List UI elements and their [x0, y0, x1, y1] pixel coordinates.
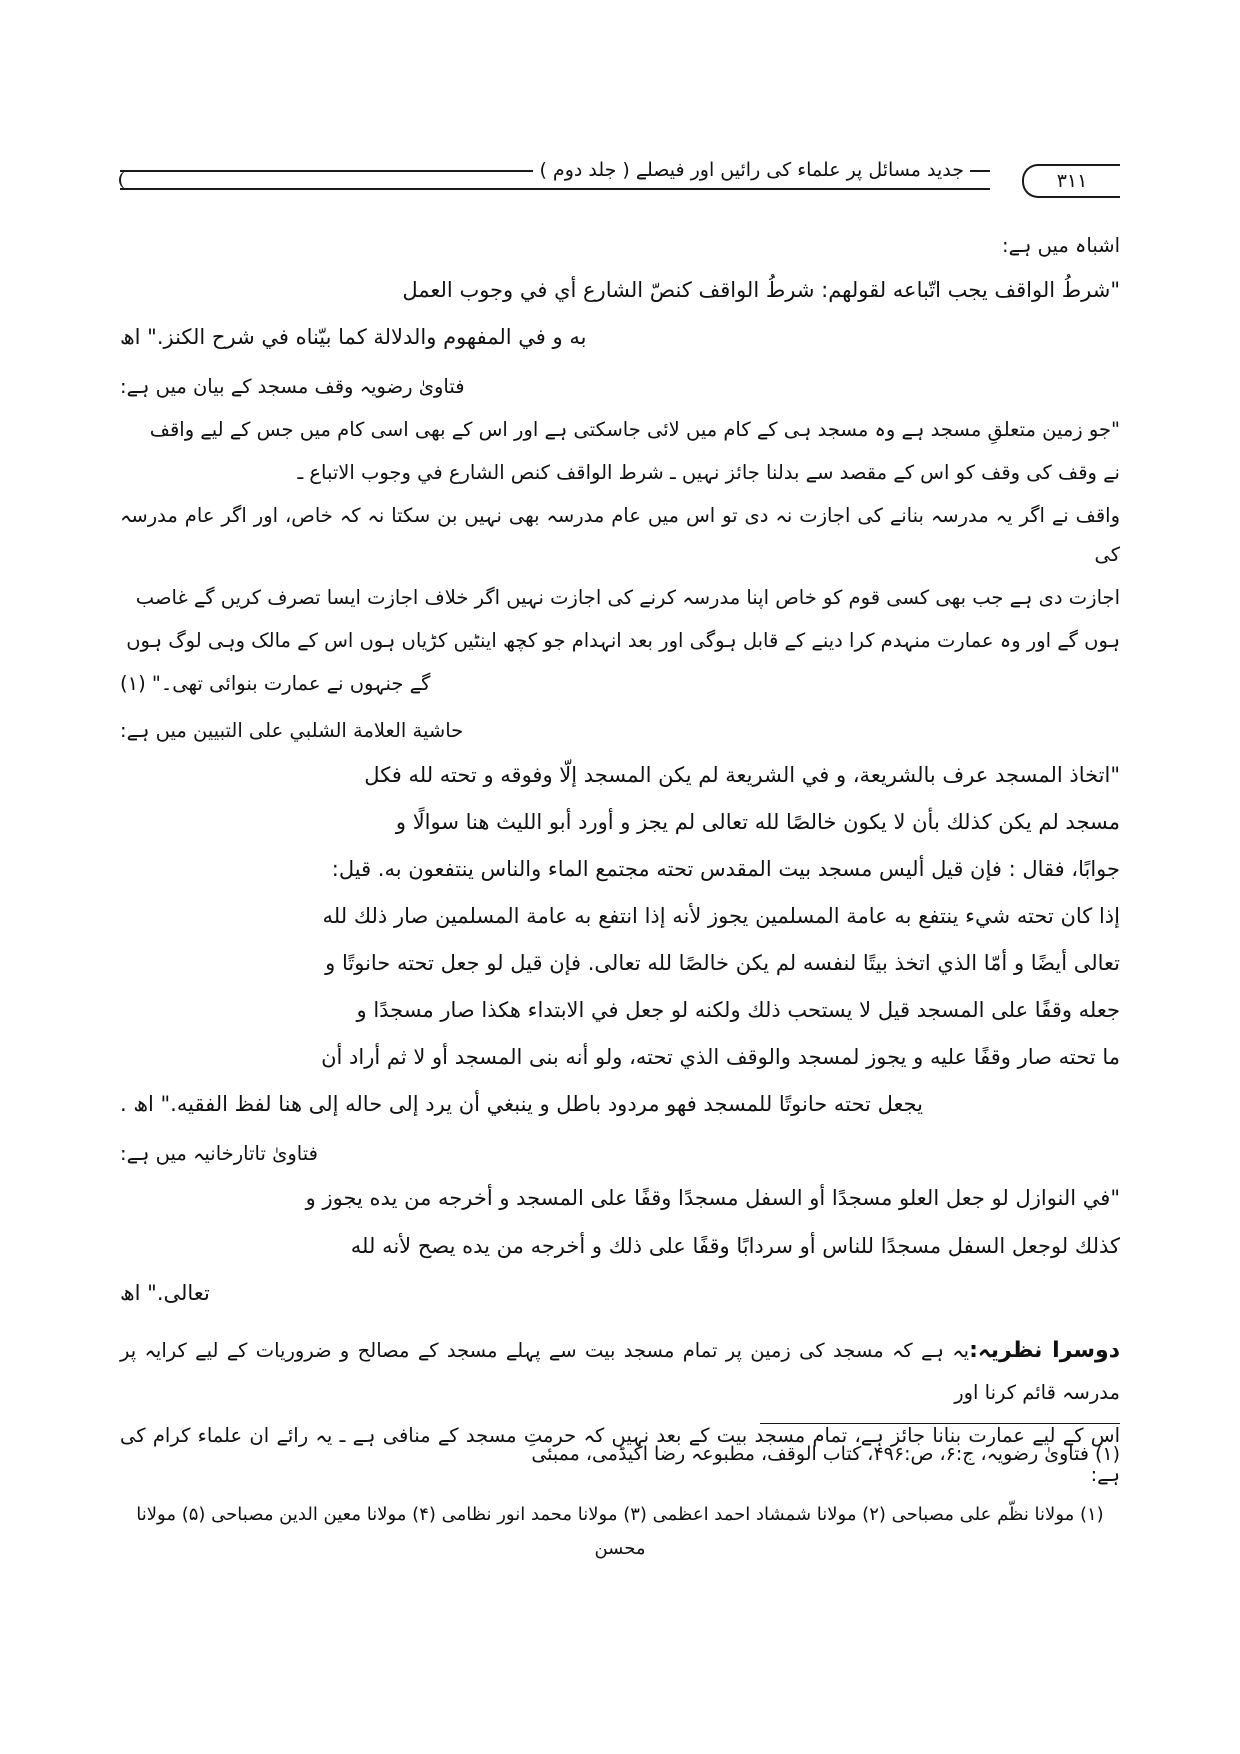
- second-view-line-2: اس کے لیے عمارت بنانا جائز ہے، تمام مسجد بیت کے بعد نہیں کہ حرمتِ مسجد کے منافی ہے ـ یہ رائے ان علماء کرام کی ہے:: [120, 1423, 1120, 1486]
- quote-razawiyya-line-3: واقف نے اگر یہ مدرسہ بنانے کی اجازت نہ دی تو اس میں عام مدرسہ بھی نہیں بن سکتا نہ کہ خاص، اور اگر عام مدرسہ کی: [120, 504, 1120, 567]
- line-tatarkhaniyya-intro: فتاویٰ تاتارخانیہ میں ہے:: [120, 1142, 318, 1166]
- quote-razawiyya-line-5: ہوں گے اور وہ عمارت منہدم کرا دینے کے قابل ہوگی اور بعد انہدام جو کچھ اینٹیں کڑیاں ہوں اس کے مالک وہی لوگ ہوں: [126, 629, 1120, 653]
- quote-shalabi-line-5: تعالى أيضًا و أمّا الذي اتخذ بيتًا لنفسه لم يكن خالصًا لله تعالى. فإن قيل لو جعل تحته حانوتًا و: [325, 951, 1120, 976]
- quote-shalabi-line-1: "اتخاذ المسجد عرف بالشريعة، و في الشريعة لم يكن المسجد إلّا وفوقه و تحته لله فكل: [364, 763, 1120, 788]
- quote-razawiyya-line-6: گے جنہوں نے عمارت بنوائی تھی۔" (۱): [120, 672, 431, 696]
- quote-ashbah-line-2: به و في المفهوم والدلالة كما بيّناه في شرح الكنز." اھ: [120, 325, 587, 350]
- line-fatawa-razawiyya-intro: فتاویٰ رضویہ وقف مسجد کے بیان میں ہے:: [120, 375, 465, 399]
- second-view-paragraph: [120, 1329, 1120, 1412]
- quote-fatawa-razawiyya: [120, 410, 1120, 703]
- quote-shalabi-line-3: جوابًا، فقال : فإن قيل أليس مسجد بيت المقدس تحته مجتمع الماء والناس ينتفعون به. قيل:: [331, 857, 1120, 882]
- line-ashbah-intro: اشباہ میں ہے:: [1002, 234, 1120, 257]
- page-header: [120, 150, 1120, 208]
- quote-shalabi: [120, 754, 1120, 1126]
- quote-shalabi-line-6: جعله وقفًا على المسجد قيل لا يستحب ذلك ولكنه لو جعل في الابتداء هكذا صار مسجدًا و: [356, 998, 1120, 1023]
- quote-tatarkhaniyya-line-1: "في النوازل لو جعل العلو مسجدًا أو السفل مسجدًا وقفًا على المسجد و أخرجه من يده يجوز و: [305, 1186, 1120, 1211]
- quote-shalabi-line-2: مسجد لم يكن كذلك بأن لا يكون خالصًا لله تعالى لم يجز و أورد أبو الليث هنا سوالًا و: [395, 810, 1120, 835]
- quote-tatarkhaniyya-line-2: كذلك لوجعل السفل مسجدًا للناس أو سردابًا وقفًا على ذلك و أخرجه من يده يصح لأنه لله: [350, 1233, 1120, 1258]
- quote-tatarkhaniyya: [120, 1177, 1120, 1314]
- quote-razawiyya-line-4: اجازت دی ہے جب بھی کسی قوم کو خاص اپنا مدرسہ کرنے کی اجازت نہیں اگر خلاف اجازت ایسا تصرف کریں گے غاصب: [135, 586, 1120, 610]
- footnote-text: (۱) فتاویٰ رضویہ، ج:۶، ص:۴۹۶، کتاب الوقف، مطبوعہ رضا اکیڈمی، ممبئی: [531, 1442, 1120, 1465]
- book-title: جدید مسائل پر علماء کی رائیں اور فیصلے ( جلد دوم ): [533, 156, 970, 185]
- quote-shalabi-line-8: يجعل تحته حانوتًا للمسجد فهو مردود باطل و ينبغي أن يرد إلى حاله إلى هنا لفظ الفقيه." اھ .: [120, 1092, 924, 1117]
- page-number-box: [1022, 164, 1120, 198]
- quote-ashbah-line-1: "شرطُ الواقف يجب اتّباعه لقولهم: شرطُ الواقف كنصّ الشارع أي في وجوب العمل: [402, 278, 1120, 302]
- page-number: ۳۱۱: [1056, 169, 1088, 192]
- scholar-names-line: (۱) مولانا نظّم علی مصباحی (۲) مولانا شمشاد احمد اعظمی (۳) مولانا محمد انور نظامی (۴) مولانا معین الدین مصباحی (۵) مولانا محسن: [136, 1503, 1104, 1559]
- line-shalabi-intro: حاشية العلامة الشلبي على التبيين میں ہے:: [120, 719, 464, 743]
- quote-shalabi-line-7: ما تحته صار وقفًا عليه و يجوز لمسجد والوقف الذي تحته، ولو أنه بنى المسجد أو لا ثم أراد أن: [321, 1045, 1120, 1070]
- second-view-line-1: یہ ہے کہ مسجد کی زمین پر تمام مسجد بیت سے پہلے مسجد کے مصالح و ضروریات کے لیے کرایہ پر مدرسہ قائم کرنا اور: [120, 1338, 1120, 1404]
- page-content: [120, 226, 1120, 1566]
- quote-razawiyya-line-2: نے وقف کی وقف کو اس کے مقصد سے بدلنا جائز نہیں ـ شرط الواقف كنص الشارع في وجوب الاتباع ـ: [297, 461, 1120, 485]
- quote-tatarkhaniyya-line-3: تعالى." اھ: [120, 1280, 210, 1305]
- quote-shalabi-line-4: إذا كان تحته شيء ينتفع به عامة المسلمين يجوز لأنه إذا انتفع به عامة المسلمين صار ذلك لله: [322, 904, 1120, 929]
- quote-razawiyya-line-1: "جو زمین متعلقِ مسجد ہے وہ مسجد ہی کے کام میں لائی جاسکتی ہے اور اس کے بھی اسی کام میں جس کے لیے واقف: [149, 418, 1120, 442]
- second-view-heading: دوسرا نظریہ:: [969, 1337, 1120, 1363]
- footnote-divider: [760, 1423, 1120, 1424]
- quote-ashbah: [120, 269, 1120, 359]
- footnote-area: [120, 1423, 1120, 1476]
